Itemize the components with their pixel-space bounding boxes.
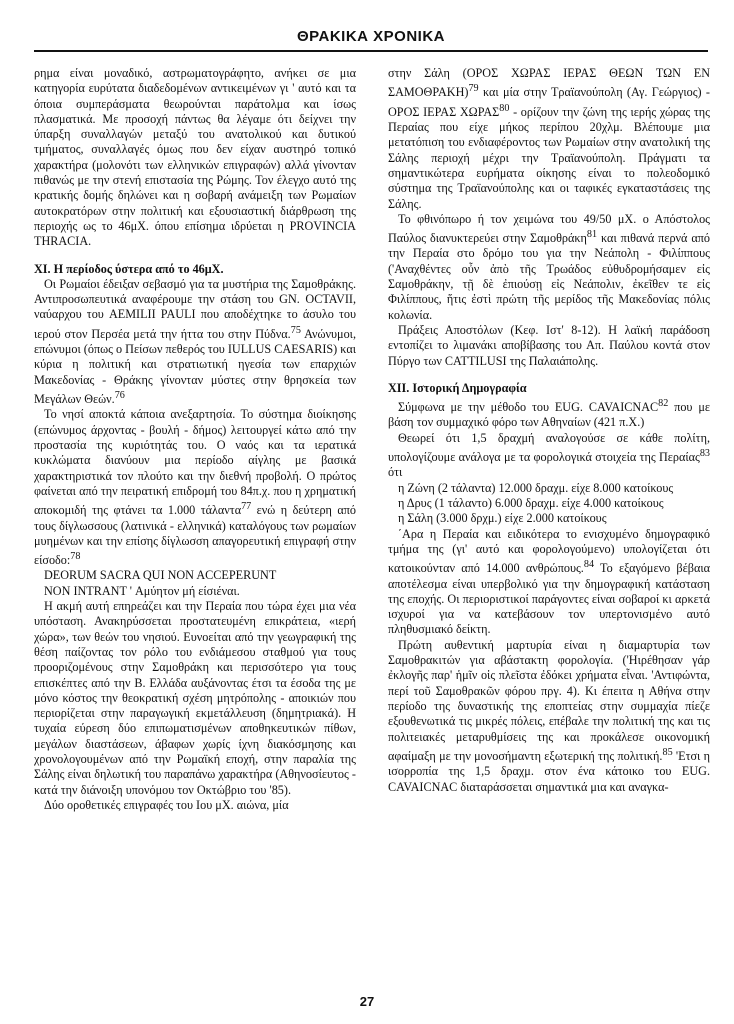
paragraph-text: στην Σάλη (ΟΡΟΣ ΧΩΡΑΣ ΙΕΡΑΣ ΘΕΩΝ ΤΩΝ ΕΝ ΣΑΜΟΘΡΑΚΗ) [388,66,710,100]
paragraph-text: και μία στην Τραϊανούπολη (Αγ. Γεώργιος) - ΟΡΟΣ ΙΕΡΑΣ ΧΩΡΑΣ [388,85,710,119]
footnote-ref: 83 [699,448,710,460]
paragraph-text: Το εξαγόμενο βέβαια αποτέλεσμα είναι υπερβολικό για την δημογραφική κατάσταση της εποχής. Οι περιοριστικοί παράγοντες είναι σοβαροί κι αρκετά ισχυροί για να κατεβάσουν τον υπερτονισμένο αυτό πληθυσμιακό δείκτη. [388,561,710,637]
paragraph [388,66,710,212]
paragraph-text: και πιθανά περνά από την Περαία στο δρόμο του για την Νεάπολη - Φιλίππους ('Αναχθέντες οὖν ἀπὸ τῆς Τρωάδος εὐθυδρομήσαμεν εἰς Σαμοθράκην, τῇ δὲ ἐπιούσῃ εἰς Νεάπολιν, ἐκεῖθεν τε εἰς Φιλίππους, ἥτις ἐστὶ πρώτη τῆς μερίδος τῆς Μακεδονίας πόλις κολωνία. [388,231,710,322]
footnote-ref: 78 [70,551,81,563]
paragraph-text: Το φθινόπωρο ή τον χειμώνα του 49/50 μΧ. ο Απόστολος Παύλος διανυκτερεύει στην Σαμοθράκη [388,211,710,246]
paragraph-text: που με βάση τον συμμαχικό φόρο των Αθηναίων (421 π.Χ.) [388,400,710,430]
inscription-line: NON INTRANT ' Αμύητον μή είσιέναι. [44,583,240,598]
paragraph [388,212,710,323]
header-rule [34,50,708,52]
paragraph: Η ακμή αυτή επηρεάζει και την Περαία που τώρα έχει μια νέα υπόσταση. Ανακηρύσσεται προστατευμένη επικράτεια, «ιερή χώρα», των θεών του νησιού. Ευνοείται από την γεωγραφική της θέση παίζοντας τον ρόλο του ενδιάμεσου σταθμού για τους προοριζομένους στην Σαμοθράκη και περισσότερο για τους επισκέπτες από την Β. Ελλάδα αυξάνοντας έτσι τα έσοδα της με μόνο κόστος την θεοκρατική σχέση μητρόπολης - αποικιών που περιορίζεται στην παραγωγική εκμετάλλευση (δημητριακά). Η τυχαία εύρεση δύο επιπωματισμένων αποθηκευτικών πίθων, μεγάλων διαστάσεων, άβαφων χωρίς ίχνη διακόσμησης και χρονολογουμένων από την Ρωμαϊκή εποχή, στην παραλία της Σάλης είναι δηλωτική του παραπάνω χαρακτήρα (Αθηνοσίευτος - κατά την διάνοιξη υπονόμου τον Οκτώβριο του '85). [34,599,356,797]
page-number: 27 [359,994,375,1009]
paragraph [34,277,356,408]
paragraph-text: ότι [388,465,403,480]
paragraph: Δύο οροθετικές επιγραφές του Ιου μΧ. αιώνα, μία [44,797,289,812]
footnote-ref: 84 [583,559,595,571]
footnote-ref: 75 [290,324,301,336]
section-heading-xii: XII. Ιστορική Δημογραφία [388,380,527,395]
footnote-ref: 76 [114,390,125,401]
paragraph-text: Θεωρεί ότι 1,5 δραχμή αναλογούσε σε κάθε πολίτη, υπολογίζουμε ανάλογα με τα φορολογικά στοιχεία της Περαίας [388,430,710,465]
paragraph [388,638,710,795]
population-line: η Δρυς (1 τάλαντο) 6.000 δραχμ. είχε 4.000 κατοίκους [398,496,664,511]
inscription-line: DEORUM SACRA QUI NON ACCEPERUNT [44,568,277,583]
paragraph-text: Πρώτη αυθεντική μαρτυρία είναι η διαμαρτυρία των Σαμοθρακιτών για αβάστακτη φορολογία. ('Ηιρέθησαν γάρ ἐκλογῆς παρ' ἡμῖν οἱς πλεῖστα ἐδόκει χρήματα εἶναι. 'Αντιφώντα, περί τοῦ Σαμοθρακῶν φόρου πργ. 4). Κι έπειτα η Αθήνα στην περίοδο της δυναστικής της εποπτείας στην συμμαχία πίεζε εξουθενωτικά τις μικρές πόλεις, επέβαλε την πολιτική της και τις πολιτειακές μεταρυθμίσεις της και προκάλεσε οικονομική αφαίμαξη με την μονοσήμαντη εξωτερική της πολιτική. [388,637,710,763]
right-column [388,66,710,795]
paragraph-text: Το νησί αποκτά κάποια ανεξαρτησία. Το σύστημα διοίκησης (επώνυμος άρχοντας - βουλή - δήμος) λειτουργεί κάτω από την προστασία της κυριότητάς του. Ο ναός και τα ιερατικά κυκλώματα διανύουν μια περίοδο αίγλης με βασικά χαρακτηριστικά τον πλούτο και την διεθνή προβολή. Ο πρώτος φαίνεται από την πειρατική επιδρομή του 84π.χ. που η χρηματική αποκομιδή της φτάνει τα 1.000 τάλαντα [34,407,356,518]
population-line: η Σάλη (3.000 δρχμ.) είχε 2.000 κατοίκους [398,511,607,526]
footnote-ref: 81 [586,229,598,241]
paragraph [388,527,710,638]
paragraph [388,431,710,481]
paragraph: Πράξεις Αποστόλων (Κεφ. Ιστ' 8-12). Η λαϊκή παράδοση εντοπίζει το λιμανάκι αποβίβασης του Απ. Παύλου κοντά στον Πύργο των CATTILUSI της Παλαιάπολης. [388,322,710,368]
running-header: ΘΡΑΚΙΚΑ ΧΡΟΝΙΚΑ [296,28,446,45]
paragraph-text: Ανώνυμοι, επώνυμοι (όπως ο Πείσων πεθερός του IULLUS CAESARIS) και κύρια η πολιτική και στρατιωτική ηγεσία των επαρχιών Μακεδονίας - Θράκης γίνονταν μύστες στην θρησκεία των Μεγάλων Θεών. [34,326,356,407]
paragraph [34,407,356,568]
left-column [34,66,356,813]
paragraph: ρημα είναι μοναδικό, αστρωματογράφητο, ανήκει σε μια κατηγορία ευρύτατα διαδεδομένων αντικειμένων γι ' αυτό και τα όποια συμπεράσματα θεωρούνται παράτολμα και ίσως πλασματικά. Με προσοχή πάντως θα λέγαμε ότι δείχνει την ύπαρξη συναλλαγών μεταξύ του ανατολικού και δυτικού τμήματος, συναλλαγές όμως που δεν είχαν αυστηρό τοπικό χαρακτήρα (μολονότι των ελληνικών επιγραφών) αλλά γίνονταν πιθανώς με την στενή επιστασία της Ρώμης. Τον έλεγχο αυτό της κρατικής δομής δηλώνει και η σοβαρή ανάμειξη των Ρωμαίων αυτοκρατόρων στην πολιτική και εξουσιαστική διάρθρωση της περιοχής ως το 46μΧ. όπου επίσημα ιδρύεται η PROVINCIA THRACIA. [34,66,356,249]
footnote-ref: 85 [662,746,673,758]
paragraph-text: - ορίζουν την ζώνη της ιερής χώρας της Περαίας που είχε μήκος περίπου 20χλμ. Βλέπουμε μια μετατόπιση του ενδιαφέροντος των Ρωμαίων στην ανατολική της Σάλης περιοχή μέχρι την Τραϊανούπολη. Πράγματι τα σημαντικώτερα ευρήματα οίκησης είναι το πολεοδομικό σύστημα της Τραϊανούπολης και οι ταφικές εγκαταστάσεις της Σάλης. [388,104,711,211]
paragraph-text: ενώ η δεύτερη από τους δίγλωσσους (λατινικά - ελληνικά) καταλόγους των ρωμαίων μυημένων και την επίσης δίγλωσση απαγορευτική επιγραφή στην είσοδο: [34,503,356,568]
footnote-ref: 82 [658,398,669,410]
footnote-ref: 80 [499,102,510,114]
footnote-ref: 79 [468,83,479,95]
paragraph-text: ΄Αρα η Περαία και ειδικότερα το ενισχυμένο δημογραφικό τμήμα της (γι' αυτό και φορολογούμενο) υπολογίζεται ότι κατοικούνταν από 14.000 ανθρώπους. [388,526,710,576]
footnote-ref: 77 [241,501,252,513]
section-heading-xi: XI. Η περίοδος ύστερα από το 46μΧ. [34,261,224,276]
population-line: η Ζώνη (2 τάλαντα) 12.000 δραχμ. είχε 8.000 κατοίκους [398,480,674,495]
paragraph-text: 'Ετσι η ισορροπία της 1,5 δραχμ. στον ένα κάτοικο του EUG. CAVAICNAC διαταράσσεται σημαντικά μια και αναγκα- [388,748,710,794]
paragraph [388,396,710,431]
paragraph-text: Οι Ρωμαίοι έδειξαν σεβασμό για τα μυστήρια της Σαμοθράκης. Αντιπροσωπευτικά αναφέρουμε την στάση του GN. OCTAVII, ναύαρχου του AEMILII PAULI που αποδέχτηκε το άσυλο του ιερού στον Περσέα μετά την ήττα του στην Πύδνα. [34,276,356,341]
paragraph-text: Σύμφωνα με την μέθοδο του EUG. CAVAICNAC [398,400,659,415]
